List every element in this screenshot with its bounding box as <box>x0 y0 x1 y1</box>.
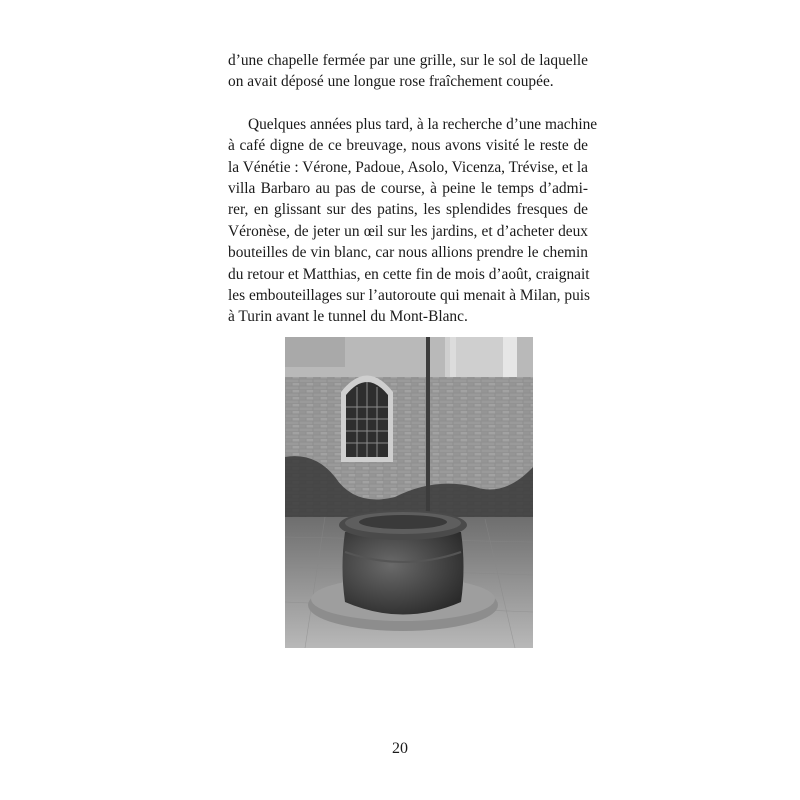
text-line: à café digne de ce breuvage, nous avons visité le reste de <box>228 137 588 155</box>
text-line: du retour et Matthias, en cette fin de mois d’août, craignait <box>228 265 590 283</box>
text-line: la Vénétie : Vérone, Padoue, Asolo, Vicenza, Trévise, et la <box>228 158 588 176</box>
well-lid <box>359 515 447 529</box>
well-photograph <box>285 337 533 648</box>
text-line: à Turin avant le tunnel du Mont-Blanc. <box>228 308 468 326</box>
body-text <box>228 50 598 328</box>
well-drum <box>343 532 464 615</box>
paragraph-1 <box>228 50 588 93</box>
text-line: Quelques années plus tard, à la recherche d’une machine <box>248 115 598 133</box>
page-number: 20 <box>392 740 408 757</box>
text-line: bouteilles de vin blanc, car nous allions prendre le chemin <box>228 244 588 262</box>
text-line: les embouteillages sur l’autoroute qui menait à Milan, puis <box>228 287 591 305</box>
pole <box>426 337 430 512</box>
text-line: Véronèse, de jeter un œil sur les jardins, et d’acheter deux <box>228 222 588 240</box>
text-line: villa Barbaro au pas de course, à peine le temps d’admi- <box>228 180 588 198</box>
text-line: rer, en glissant sur des patins, les splendides fresques de <box>228 201 588 219</box>
well-photograph-illustration <box>285 337 533 648</box>
paragraph-2 <box>228 114 598 328</box>
text-line: d’une chapelle fermée par une grille, sur le sol de laquelle <box>228 52 588 69</box>
text-line: on avait déposé une longue rose fraîchement coupée. <box>228 73 554 91</box>
